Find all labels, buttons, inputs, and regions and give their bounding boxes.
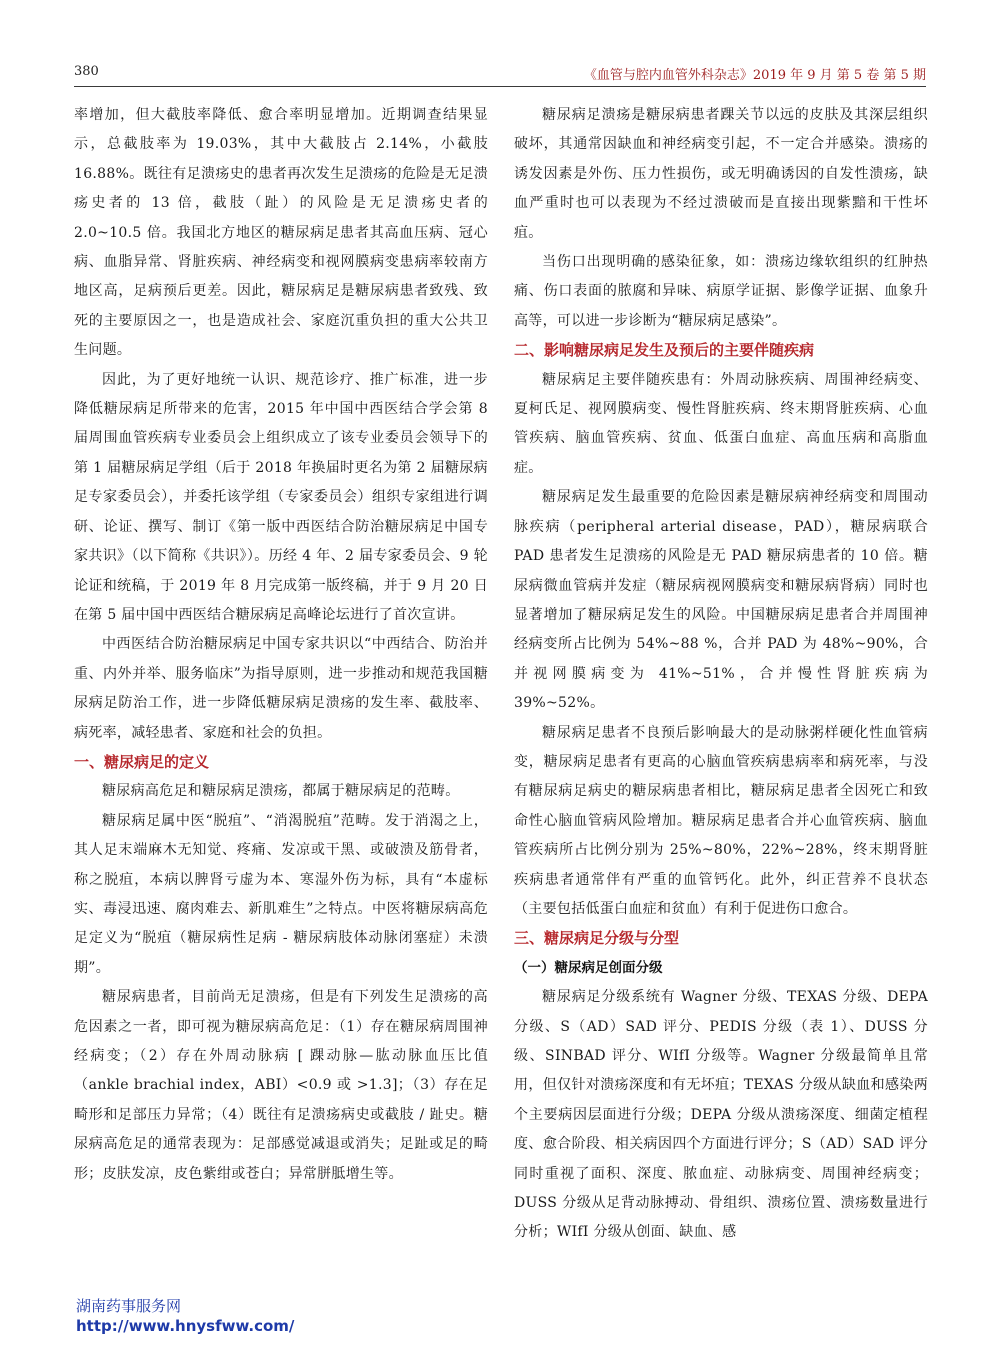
paragraph: 糖尿病足主要伴随疾患有：外周动脉疾病、周围神经病变、夏柯氏足、视网膜病变、慢性肾脏疾病、终末期肾脏疾病、心血管疾病、脑血管疾病、贫血、低蛋白血症、高血压病和高脂血症。: [514, 371, 928, 476]
running-header: [74, 60, 926, 87]
paragraph: 因此，为了更好地统一认识、规范诊疗、推广标准，进一步降低糖尿病足所带来的危害，2015 年中国中西医结合学会第 8 届周围血管疾病专业委员会上组织成立了该专业委员会领导下的第 1 届糖尿病足学组（后于 2018 年换届时更名为第 2 届糖尿病足专家委员会），并委托该学组（专家委员会）组织专家组进行调研、论证、撰写、制订《第一版中西医结合防治糖尿病足中国专家共识》（以下简称《共识》）。历经 4 年、2 届专家委员会、9 轮论证和统稿，于 2019 年 8 月完成第一版终稿，并于 9 月 20 日在第 5 届中国中西医结合糖尿病足高峰论坛进行了首次宣讲。: [74, 371, 488, 623]
journal-citation: 《血管与腔内血管外科杂志》2019 年 9 月 第 5 卷 第 5 期: [583, 68, 926, 83]
subsection-heading: （一）糖尿病足创面分级: [514, 959, 663, 976]
paragraph: 糖尿病患者，目前尚无足溃疡，但是有下列发生足溃疡的高危因素之一者，即可视为糖尿病高危足：（1）存在糖尿病周围神经病变；（2）存在外周动脉病 [ 踝动脉—肱动脉血压比值（ankle brachial index，ABI）<0.9 或 >1.3]；（3）存在足畸形和足部压力异常；（4）既往有足溃疡病史或截肢 / 趾史。糖尿病高危足的通常表现为：足部感觉减退或消失；足趾或足的畸形；皮肤发凉，皮色紫绀或苍白；异常胼胝增生等。: [74, 989, 488, 1182]
site-url[interactable]: http://www.hnysfww.com/: [76, 1317, 295, 1335]
left-column: [74, 101, 488, 1189]
paragraph: 糖尿病足属中医“脱疽”、“消渴脱疽”范畴。发于消渴之上，其人足末端麻木无知觉、疼痛、发凉或干黑、或破溃及筋骨者，称之脱疽，本病以脾肾亏虚为本、寒湿外伤为标，具有“本虚标实、毒浸迅速、腐肉难去、新肌难生”之特点。中医将糖尿病高危足定义为“脱疽（糖尿病性足病 - 糖尿病肢体动脉闭塞症）未溃期”。: [74, 812, 488, 976]
watermark-footer: [76, 1296, 294, 1336]
right-column: [514, 101, 928, 1248]
paragraph: 糖尿病足患者不良预后影响最大的是动脉粥样硬化性血管病变，糖尿病足患者有更高的心脑血管疾病患病率和病死率，与没有糖尿病足病史的糖尿病患者相比，糖尿病足患者全因死亡和致命性心脑血管病风险增加。糖尿病足患者合并心血管疾病、脑血管疾病所占比例分别为 25%~80%，22%~28%，终末期肾脏疾病患者通常伴有严重的血管钙化。此外，纠正营养不良状态（主要包括低蛋白血症和贫血）有利于促进伤口愈合。: [514, 724, 928, 917]
section-heading: 三、糖尿病足分级与分型: [514, 929, 680, 948]
page-number: 380: [74, 64, 99, 79]
paragraph: 中西医结合防治糖尿病足中国专家共识以“中西结合、防治并重、内外并举、服务临床”为指导原则，进一步推动和规范我国糖尿病足防治工作，进一步降低糖尿病足溃疡的发生率、截肢率、病死率，减轻患者、家庭和社会的负担。: [74, 636, 488, 741]
paragraph: 率增加，但大截肢率降低、愈合率明显增加。近期调查结果显示，总截肢率为 19.03%，其中大截肢占 2.14%，小截肢 16.88%。既往有足溃疡史的患者再次发生足溃疡的危险是无足溃疡史者的 13 倍，截肢（趾）的风险是无足溃疡史者的 2.0~10.5 倍。我国北方地区的糖尿病足患者其高血压病、冠心病、血脂异常、肾脏疾病、神经病变和视网膜病变患病率较南方地区高，足病预后更差。因此，糖尿病足是糖尿病患者致残、致死的主要原因之一，也是造成社会、家庭沉重负担的重大公共卫生问题。: [74, 107, 488, 359]
section-heading: 一、糖尿病足的定义: [74, 752, 210, 771]
section-heading: 二、影响糖尿病足发生及预后的主要伴随疾病: [514, 341, 815, 360]
paragraph: 当伤口出现明确的感染征象，如：溃疡边缘软组织的红肿热痛、伤口表面的脓腐和异味、病原学证据、影像学证据、血象升高等，可以进一步诊断为“糖尿病足感染”。: [514, 254, 928, 329]
paragraph: 糖尿病足分级系统有 Wagner 分级、TEXAS 分级、DEPA 分级、S（AD）SAD 评分、PEDIS 分级（表 1）、DUSS 分级、SINBAD 评分、WIfI 分级等。Wagner 分级最简单且常用，但仅针对溃疡深度和有无坏疽；TEXAS 分级从缺血和感染两个主要病因层面进行分级；DEPA 分级从溃疡深度、细菌定植程度、愈合阶段、相关病因四个方面进行评分；S（AD）SAD 评分同时重视了面积、深度、脓血症、动脉病变、周围神经病变；DUSS 分级从足背动脉搏动、骨组织、溃疡位置、溃疡数量进行分析；WIfI 分级从创面、缺血、感: [514, 989, 928, 1241]
paragraph: 糖尿病足溃疡是糖尿病患者踝关节以远的皮肤及其深层组织破坏，其通常因缺血和神经病变引起，不一定合并感染。溃疡的诱发因素是外伤、压力性损伤，或无明确诱因的自发性溃疡，缺血严重时也可以表现为不经过溃破而是直接出现紫黯和干性坏疽。: [514, 107, 928, 241]
site-name: 湖南药事服务网: [76, 1297, 182, 1315]
paragraph: 糖尿病足发生最重要的危险因素是糖尿病神经病变和周围动脉疾病（peripheral arterial disease，PAD），糖尿病联合 PAD 患者发生足溃疡的风险是无 PAD 糖尿病患者的 10 倍。糖尿病微血管病并发症（糖尿病视网膜病变和糖尿病肾病）同时也显著增加了糖尿病足发生的风险。中国糖尿病足患者合并周围神经病变所占比例为 54%~88 %，合并 PAD 为 48%~90%，合并视网膜病变为 41%~51%，合并慢性肾脏疾病为 39%~52%。: [514, 489, 928, 712]
paragraph: 糖尿病高危足和糖尿病足溃疡，都属于糖尿病足的范畴。: [102, 783, 460, 800]
